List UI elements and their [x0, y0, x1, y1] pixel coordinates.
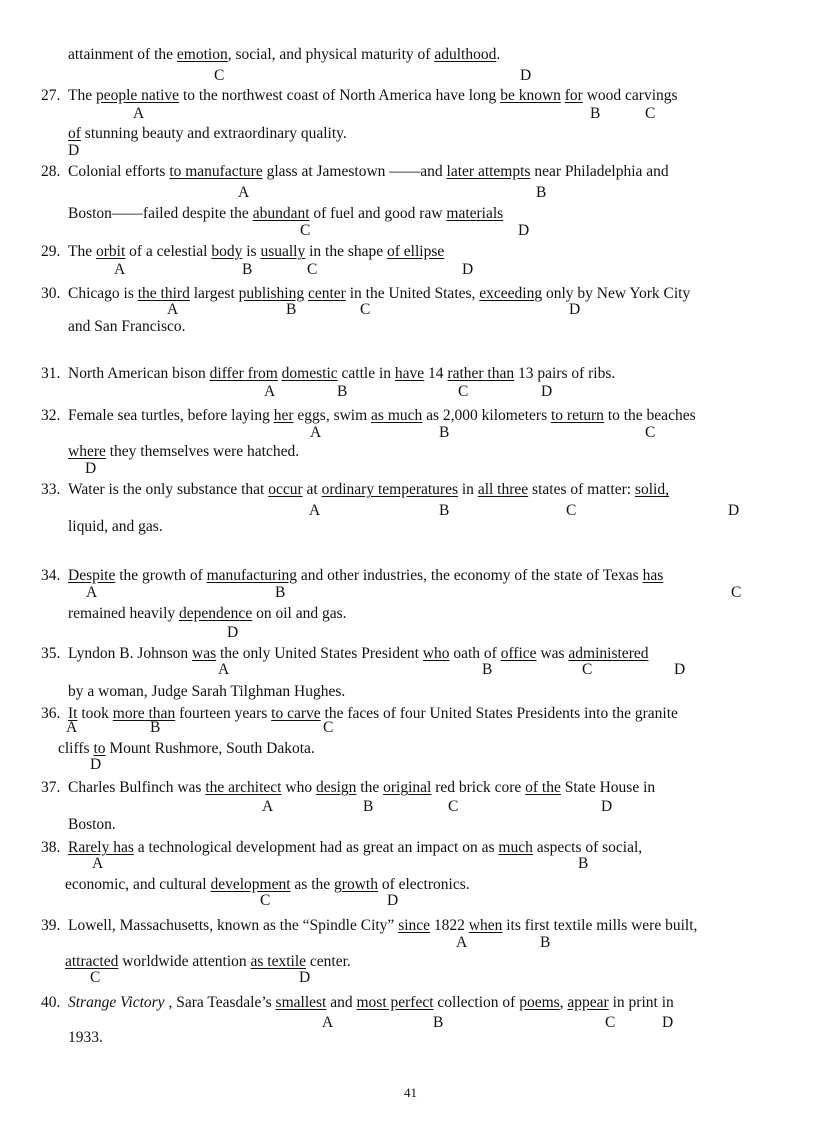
- underlined-segment: original: [383, 779, 432, 796]
- underlined-segment: attracted: [65, 953, 119, 970]
- sentence-line: [68, 917, 697, 935]
- question-number: 37.: [41, 779, 61, 796]
- answer-option-label: D: [662, 1014, 674, 1031]
- text-segment: 1933.: [68, 1029, 103, 1046]
- underlined-segment: orbit: [95, 243, 126, 260]
- underlined-segment: be known: [500, 87, 561, 104]
- underlined-segment: body: [211, 243, 243, 260]
- text-segment: in the United States,: [345, 285, 480, 302]
- text-segment: in the shape: [305, 243, 388, 260]
- underlined-segment: domestic: [281, 365, 338, 382]
- text-segment: the only United States President: [216, 645, 423, 662]
- underlined-segment: ordinary temperatures: [321, 481, 458, 498]
- text-segment: largest: [189, 285, 239, 302]
- underlined-segment: development: [210, 876, 291, 893]
- answer-option-label: C: [731, 584, 742, 601]
- text-segment: by a woman, Judge Sarah Tilghman Hughes.: [68, 683, 346, 700]
- answer-option-label: B: [536, 184, 547, 201]
- text-segment: took: [77, 705, 113, 722]
- text-segment: oath of: [449, 645, 501, 662]
- answer-option-label: A: [66, 719, 78, 736]
- underlined-segment: administered: [568, 645, 649, 662]
- sentence-line: [68, 994, 674, 1012]
- text-segment: North American bison: [68, 365, 210, 382]
- sentence-line: [68, 243, 444, 261]
- text-segment: .: [496, 46, 501, 63]
- text-segment: , social, and physical maturity of: [227, 46, 435, 63]
- answer-option-label: C: [214, 67, 225, 84]
- text-segment: Lyndon B. Johnson: [68, 645, 193, 662]
- sentence-line: [68, 407, 696, 425]
- answer-option-label: B: [482, 661, 493, 678]
- text-segment: ,: [559, 994, 568, 1011]
- answer-option-label: A: [264, 383, 276, 400]
- answer-option-label: A: [86, 584, 98, 601]
- answer-option-label: C: [645, 105, 656, 122]
- text-segment: collection of: [433, 994, 520, 1011]
- text-segment: red brick core: [431, 779, 526, 796]
- answer-option-label: C: [458, 383, 469, 400]
- answer-option-label: A: [133, 105, 145, 122]
- text-segment: remained heavily: [68, 605, 180, 622]
- underlined-segment: to return: [550, 407, 604, 424]
- underlined-segment: exceeding: [479, 285, 543, 302]
- sentence-line: [68, 518, 163, 536]
- text-segment: Charles Bulfinch was: [68, 779, 206, 796]
- question-number: 38.: [41, 839, 61, 856]
- underlined-segment: manufacturing: [206, 567, 298, 584]
- question-number: 36.: [41, 705, 61, 722]
- text-segment: center.: [306, 953, 351, 970]
- text-segment: as the: [290, 876, 335, 893]
- underlined-segment: usually: [260, 243, 306, 260]
- text-segment: and San Francisco.: [68, 318, 186, 335]
- text-segment: the: [356, 779, 384, 796]
- sentence-line: [68, 87, 678, 105]
- question-number: 33.: [41, 481, 61, 498]
- text-segment: aspects of social,: [532, 839, 643, 856]
- underlined-segment: the third: [137, 285, 190, 302]
- question-number: 31.: [41, 365, 61, 382]
- answer-option-label: A: [238, 184, 250, 201]
- underlined-segment: to manufacture: [169, 163, 263, 180]
- answer-option-label: D: [387, 892, 399, 909]
- answer-option-label: A: [262, 798, 274, 815]
- sentence-line: [68, 605, 346, 623]
- underlined-segment: to carve: [271, 705, 321, 722]
- underlined-segment: design: [315, 779, 357, 796]
- underlined-segment: was: [192, 645, 217, 662]
- answer-option-label: C: [645, 424, 656, 441]
- answer-option-label: B: [275, 584, 286, 601]
- text-segment: the faces of four United States Presidents into the granite: [320, 705, 678, 722]
- underlined-segment: adulthood: [434, 46, 497, 63]
- text-segment: Strange Victory: [68, 994, 165, 1011]
- text-segment: a technological development had as great an impact on as: [133, 839, 499, 856]
- question-number: 27.: [41, 87, 61, 104]
- answer-option-label: D: [90, 756, 102, 773]
- answer-option-label: D: [601, 798, 613, 815]
- answer-option-label: A: [114, 261, 126, 278]
- text-segment: who: [281, 779, 316, 796]
- question-number: 39.: [41, 917, 61, 934]
- answer-option-label: D: [674, 661, 686, 678]
- text-segment: wood carvings: [582, 87, 678, 104]
- answer-option-label: B: [286, 301, 297, 318]
- answer-option-label: A: [218, 661, 230, 678]
- text-segment: Female sea turtles, before laying: [68, 407, 274, 424]
- underlined-segment: as textile: [250, 953, 307, 970]
- underlined-segment: abundant: [252, 205, 310, 222]
- text-segment: Lowell, Massachusetts, known as the “Spindle City”: [68, 917, 399, 934]
- text-segment: and: [326, 994, 357, 1011]
- text-segment: was: [536, 645, 569, 662]
- sentence-line: [68, 683, 345, 701]
- text-segment: liquid, and gas.: [68, 518, 163, 535]
- text-segment: at: [302, 481, 322, 498]
- underlined-segment: the architect: [205, 779, 282, 796]
- underlined-segment: center: [307, 285, 346, 302]
- answer-option-label: B: [540, 934, 551, 951]
- answer-option-label: B: [439, 502, 450, 519]
- underlined-segment: rather than: [447, 365, 515, 382]
- sentence-line: [68, 567, 663, 585]
- text-segment: its first textile mills were built,: [502, 917, 698, 934]
- underlined-segment: appear: [567, 994, 609, 1011]
- text-segment: , Sara Teasdale’s: [164, 994, 276, 1011]
- underlined-segment: more than: [112, 705, 176, 722]
- text-segment: Water is the only substance that: [68, 481, 269, 498]
- text-segment: of fuel and good raw: [309, 205, 447, 222]
- answer-option-label: C: [260, 892, 271, 909]
- underlined-segment: materials: [446, 205, 504, 222]
- text-segment: State House in: [560, 779, 656, 796]
- answer-option-label: C: [307, 261, 318, 278]
- text-segment: cattle in: [337, 365, 395, 382]
- answer-option-label: A: [456, 934, 468, 951]
- underlined-segment: of ellipse: [387, 243, 445, 260]
- text-segment: to the northwest coast of North America have long: [179, 87, 501, 104]
- sentence-line: [68, 163, 669, 181]
- answer-option-label: D: [569, 301, 581, 318]
- answer-option-label: A: [167, 301, 179, 318]
- underlined-segment: has: [642, 567, 664, 584]
- text-segment: Boston——failed despite the: [68, 205, 253, 222]
- answer-option-label: C: [566, 502, 577, 519]
- answer-option-label: A: [322, 1014, 334, 1031]
- text-segment: The: [68, 87, 96, 104]
- answer-option-label: D: [520, 67, 532, 84]
- answer-option-label: D: [518, 222, 530, 239]
- underlined-segment: dependence: [179, 605, 253, 622]
- answer-option-label: B: [242, 261, 253, 278]
- underlined-segment: who: [422, 645, 450, 662]
- text-segment: on oil and gas.: [252, 605, 347, 622]
- text-segment: 13 pairs of ribs.: [514, 365, 616, 382]
- text-segment: as 2,000 kilometers: [422, 407, 551, 424]
- answer-option-label: D: [462, 261, 474, 278]
- answer-option-label: D: [299, 969, 311, 986]
- text-segment: the growth of: [115, 567, 207, 584]
- underlined-segment: smallest: [275, 994, 327, 1011]
- text-segment: is: [242, 243, 261, 260]
- underlined-segment: later attempts: [446, 163, 531, 180]
- text-segment: attainment of the: [68, 46, 177, 63]
- underlined-segment: people native: [95, 87, 180, 104]
- answer-option-label: C: [448, 798, 459, 815]
- page-number: 41: [404, 1085, 417, 1100]
- answer-option-label: A: [92, 855, 104, 872]
- answer-option-label: D: [227, 624, 239, 641]
- underlined-segment: Despite: [68, 567, 116, 584]
- answer-option-label: C: [582, 661, 593, 678]
- text-segment: states of matter:: [528, 481, 635, 498]
- question-number: 29.: [41, 243, 61, 260]
- answer-option-label: D: [85, 460, 97, 477]
- answer-option-label: B: [337, 383, 348, 400]
- text-segment: only by New York City: [542, 285, 691, 302]
- text-segment: in: [458, 481, 478, 498]
- answer-option-label: B: [150, 719, 161, 736]
- text-segment: glass at Jamestown ——and: [262, 163, 447, 180]
- text-segment: in print in: [608, 994, 674, 1011]
- sentence-line: [68, 645, 648, 663]
- text-segment: Chicago is: [68, 285, 138, 302]
- sentence-line: [68, 46, 500, 64]
- sentence-line: [68, 443, 299, 461]
- underlined-segment: publishing: [238, 285, 305, 302]
- answer-option-label: B: [439, 424, 450, 441]
- answer-option-label: C: [605, 1014, 616, 1031]
- text-segment: to the beaches: [603, 407, 696, 424]
- text-segment: economic, and cultural: [65, 876, 211, 893]
- text-segment: Colonial efforts: [68, 163, 170, 180]
- sentence-line: [68, 1029, 103, 1047]
- answer-option-label: B: [363, 798, 374, 815]
- answer-option-label: D: [541, 383, 553, 400]
- underlined-segment: growth: [334, 876, 378, 893]
- sentence-line: [68, 318, 186, 336]
- text-segment: near Philadelphia and: [530, 163, 669, 180]
- text-segment: The: [68, 243, 96, 260]
- underlined-segment: her: [273, 407, 294, 424]
- answer-option-label: C: [90, 969, 101, 986]
- answer-option-label: A: [309, 502, 321, 519]
- underlined-segment: of: [68, 125, 81, 142]
- answer-option-label: D: [68, 142, 80, 159]
- text-segment: and other industries, the economy of the state of Texas: [297, 567, 643, 584]
- question-number: 34.: [41, 567, 61, 584]
- underlined-segment: to: [93, 740, 106, 757]
- question-number: 28.: [41, 163, 61, 180]
- sentence-line: [68, 365, 615, 383]
- underlined-segment: much: [498, 839, 533, 856]
- question-number: 40.: [41, 994, 61, 1011]
- sentence-line: [68, 481, 669, 499]
- answer-option-label: B: [578, 855, 589, 872]
- underlined-segment: all three: [477, 481, 529, 498]
- text-segment: Mount Rushmore, South Dakota.: [105, 740, 315, 757]
- text-segment: stunning beauty and extraordinary quality.: [80, 125, 347, 142]
- text-segment: Boston.: [68, 816, 116, 833]
- underlined-segment: occur: [268, 481, 303, 498]
- sentence-line: [68, 125, 347, 143]
- answer-option-label: B: [433, 1014, 444, 1031]
- text-segment: 14: [424, 365, 448, 382]
- text-segment: fourteen years: [175, 705, 272, 722]
- question-number: 30.: [41, 285, 61, 302]
- underlined-segment: when: [468, 917, 503, 934]
- answer-option-label: A: [310, 424, 322, 441]
- underlined-segment: solid,: [634, 481, 669, 498]
- answer-option-label: C: [300, 222, 311, 239]
- answer-option-label: B: [590, 105, 601, 122]
- text-segment: they themselves were hatched.: [105, 443, 300, 460]
- text-segment: of a celestial: [125, 243, 212, 260]
- text-segment: cliffs: [58, 740, 94, 757]
- text-segment: eggs, swim: [293, 407, 372, 424]
- sentence-line: [68, 285, 690, 303]
- underlined-segment: It: [68, 705, 78, 722]
- text-segment: of electronics.: [377, 876, 470, 893]
- underlined-segment: as much: [371, 407, 423, 424]
- underlined-segment: emotion: [176, 46, 228, 63]
- question-number: 35.: [41, 645, 61, 662]
- answer-option-label: D: [728, 502, 740, 519]
- answer-option-label: C: [323, 719, 334, 736]
- text-segment: 1822: [430, 917, 469, 934]
- sentence-line: [68, 816, 116, 834]
- underlined-segment: most perfect: [356, 994, 434, 1011]
- underlined-segment: differ from: [209, 365, 278, 382]
- sentence-line: [68, 205, 503, 223]
- underlined-segment: poems: [519, 994, 560, 1011]
- underlined-segment: have: [394, 365, 425, 382]
- underlined-segment: for: [564, 87, 583, 104]
- sentence-line: [68, 839, 642, 857]
- question-number: 32.: [41, 407, 61, 424]
- underlined-segment: where: [68, 443, 106, 460]
- sentence-line: [68, 779, 655, 797]
- underlined-segment: Rarely has: [68, 839, 134, 856]
- text-segment: worldwide attention: [118, 953, 251, 970]
- answer-option-label: C: [360, 301, 371, 318]
- underlined-segment: since: [398, 917, 431, 934]
- underlined-segment: of the: [525, 779, 561, 796]
- underlined-segment: office: [500, 645, 537, 662]
